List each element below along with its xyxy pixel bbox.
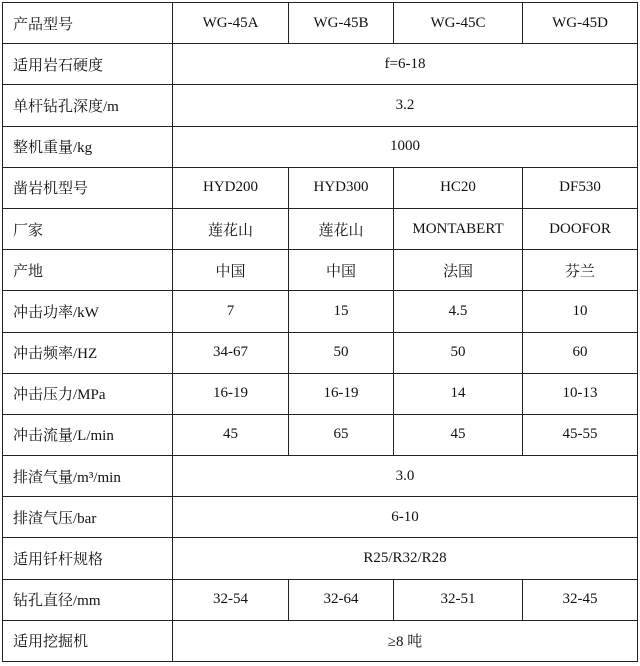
table-cell: 10 bbox=[523, 291, 638, 332]
table-row bbox=[3, 3, 638, 44]
row-label: 产地 bbox=[3, 250, 173, 291]
table-cell: MONTABERT bbox=[394, 208, 523, 249]
table-cell: WG-45B bbox=[289, 3, 394, 44]
spec-table bbox=[2, 2, 638, 662]
table-cell: 15 bbox=[289, 291, 394, 332]
table-cell-merged: 1000 bbox=[173, 126, 638, 167]
row-label: 冲击频率/HZ bbox=[3, 332, 173, 373]
table-cell: HYD300 bbox=[289, 167, 394, 208]
table-cell: 中国 bbox=[173, 250, 289, 291]
table-cell: DOOFOR bbox=[523, 208, 638, 249]
table-row bbox=[3, 579, 638, 620]
row-label: 冲击流量/L/min bbox=[3, 414, 173, 455]
table-row bbox=[3, 250, 638, 291]
row-label: 适用钎杆规格 bbox=[3, 538, 173, 579]
table-cell: 14 bbox=[394, 373, 523, 414]
table-cell: 60 bbox=[523, 332, 638, 373]
table-cell: 莲花山 bbox=[173, 208, 289, 249]
table-row bbox=[3, 620, 638, 661]
table-row bbox=[3, 538, 638, 579]
table-cell: 7 bbox=[173, 291, 289, 332]
table-row bbox=[3, 291, 638, 332]
table-cell: 32-45 bbox=[523, 579, 638, 620]
table-cell: 50 bbox=[289, 332, 394, 373]
row-label: 厂家 bbox=[3, 208, 173, 249]
table-cell: 4.5 bbox=[394, 291, 523, 332]
row-label: 冲击压力/MPa bbox=[3, 373, 173, 414]
table-cell: HC20 bbox=[394, 167, 523, 208]
table-cell-merged: f=6-18 bbox=[173, 44, 638, 85]
table-cell-merged: ≥8 吨 bbox=[173, 620, 638, 661]
row-label: 凿岩机型号 bbox=[3, 167, 173, 208]
table-row bbox=[3, 497, 638, 538]
table-cell-merged: 6-10 bbox=[173, 497, 638, 538]
table-cell: 32-51 bbox=[394, 579, 523, 620]
table-cell: WG-45A bbox=[173, 3, 289, 44]
table-cell: 50 bbox=[394, 332, 523, 373]
table-cell: 16-19 bbox=[173, 373, 289, 414]
spec-table-body bbox=[3, 3, 638, 662]
table-cell: 中国 bbox=[289, 250, 394, 291]
row-label: 单杆钻孔深度/m bbox=[3, 85, 173, 126]
row-label: 排渣气压/bar bbox=[3, 497, 173, 538]
row-label: 适用岩石硬度 bbox=[3, 44, 173, 85]
table-cell: WG-45D bbox=[523, 3, 638, 44]
row-label: 钻孔直径/mm bbox=[3, 579, 173, 620]
table-cell-merged: 3.0 bbox=[173, 456, 638, 497]
table-row bbox=[3, 167, 638, 208]
table-cell: 莲花山 bbox=[289, 208, 394, 249]
table-cell: HYD200 bbox=[173, 167, 289, 208]
table-cell: 32-64 bbox=[289, 579, 394, 620]
table-cell-merged: R25/R32/R28 bbox=[173, 538, 638, 579]
table-cell: 法国 bbox=[394, 250, 523, 291]
table-cell: 65 bbox=[289, 414, 394, 455]
row-label: 产品型号 bbox=[3, 3, 173, 44]
table-cell-merged: 3.2 bbox=[173, 85, 638, 126]
table-row bbox=[3, 44, 638, 85]
table-cell: 45-55 bbox=[523, 414, 638, 455]
table-cell: 32-54 bbox=[173, 579, 289, 620]
table-row bbox=[3, 126, 638, 167]
table-row bbox=[3, 85, 638, 126]
table-cell: 45 bbox=[173, 414, 289, 455]
table-cell: DF530 bbox=[523, 167, 638, 208]
row-label: 冲击功率/kW bbox=[3, 291, 173, 332]
table-cell: 芬兰 bbox=[523, 250, 638, 291]
table-cell: 10-13 bbox=[523, 373, 638, 414]
row-label: 排渣气量/m³/min bbox=[3, 456, 173, 497]
row-label: 适用挖掘机 bbox=[3, 620, 173, 661]
table-row bbox=[3, 332, 638, 373]
table-row bbox=[3, 208, 638, 249]
table-row bbox=[3, 456, 638, 497]
table-cell: WG-45C bbox=[394, 3, 523, 44]
row-label: 整机重量/kg bbox=[3, 126, 173, 167]
table-row bbox=[3, 414, 638, 455]
table-cell: 34-67 bbox=[173, 332, 289, 373]
table-row bbox=[3, 373, 638, 414]
table-cell: 45 bbox=[394, 414, 523, 455]
table-cell: 16-19 bbox=[289, 373, 394, 414]
